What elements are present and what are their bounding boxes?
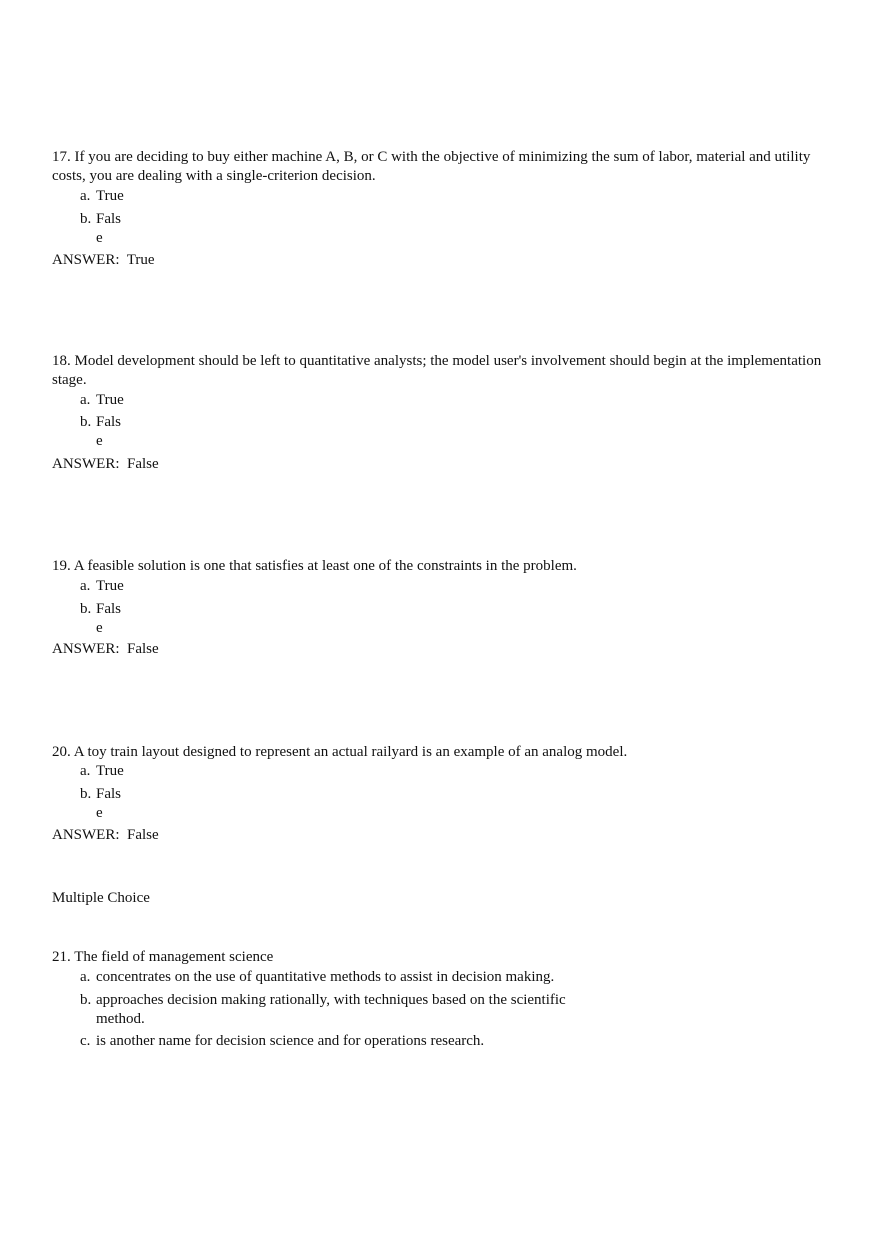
option-a <box>80 391 124 410</box>
option-letter: a. <box>80 188 91 204</box>
option-b <box>80 413 121 432</box>
question-text: A feasible solution is one that satisfies at least one of the constraints in the problem. <box>73 558 577 574</box>
question-text: A toy train layout designed to represent an actual railyard is an example of an analog model. <box>73 744 628 760</box>
option-a <box>80 187 124 206</box>
question-number: 17. <box>52 149 71 165</box>
option-a <box>80 577 124 596</box>
answer-label: ANSWER: <box>52 456 120 472</box>
option-a <box>80 968 554 987</box>
option-text: concentrates on the use of quantitative methods to assist in decision making. <box>96 969 555 985</box>
question-text: The field of management science <box>74 949 274 965</box>
answer-line <box>52 251 155 270</box>
question-20 <box>52 743 822 762</box>
answer-label: ANSWER: <box>52 827 120 843</box>
option-wrap: e <box>96 230 103 246</box>
answer-line <box>52 455 159 474</box>
answer-value: True <box>126 252 155 268</box>
option-text: True <box>96 763 124 779</box>
option-text: approaches decision making rationally, with techniques based on the scientific method. <box>96 992 566 1027</box>
question-19 <box>52 557 822 576</box>
question-text: Model development should be left to quantitative analysts; the model user's involvement should begin at the implementation stage. <box>52 353 822 388</box>
option-letter: c. <box>80 1033 91 1049</box>
option-text: Fals <box>96 414 122 430</box>
option-c <box>80 1032 484 1051</box>
option-wrap: e <box>96 433 103 449</box>
question-17 <box>52 148 822 186</box>
option-text: True <box>96 578 124 594</box>
question-number: 18. <box>52 353 71 369</box>
answer-value: False <box>127 456 159 472</box>
answer-value: False <box>127 641 159 657</box>
answer-value: False <box>127 827 159 843</box>
option-letter: a. <box>80 763 91 779</box>
option-b <box>80 600 121 619</box>
option-text: True <box>96 392 124 408</box>
answer-line <box>52 640 159 659</box>
section-heading: Multiple Choice <box>52 890 150 906</box>
option-letter: a. <box>80 392 91 408</box>
question-18 <box>52 352 822 390</box>
answer-label: ANSWER: <box>52 641 120 657</box>
option-text: Fals <box>96 601 122 617</box>
question-number: 20. <box>52 744 71 760</box>
question-number: 21. <box>52 949 71 965</box>
option-wrap: e <box>96 805 103 821</box>
option-b <box>80 210 121 229</box>
question-number: 19. <box>52 558 71 574</box>
option-letter: a. <box>80 578 91 594</box>
option-letter: b. <box>80 601 92 617</box>
option-letter: b. <box>80 414 92 430</box>
option-letter: b. <box>80 992 92 1008</box>
option-letter: b. <box>80 211 92 227</box>
option-text: True <box>96 188 124 204</box>
answer-label: ANSWER: <box>52 252 120 268</box>
answer-line <box>52 826 159 845</box>
option-text: Fals <box>96 786 122 802</box>
option-letter: a. <box>80 969 91 985</box>
option-letter: b. <box>80 786 92 802</box>
option-wrap: e <box>96 620 103 636</box>
option-text: Fals <box>96 211 122 227</box>
question-text: If you are deciding to buy either machine A, B, or C with the objective of minimizing the sum of labor, material and utility costs, you are dealing with a single-criterion decision. <box>52 149 811 184</box>
option-a <box>80 762 124 781</box>
question-21 <box>52 948 822 967</box>
option-text: is another name for decision science and for operations research. <box>96 1033 485 1049</box>
option-b <box>80 991 610 1029</box>
option-b <box>80 785 121 804</box>
